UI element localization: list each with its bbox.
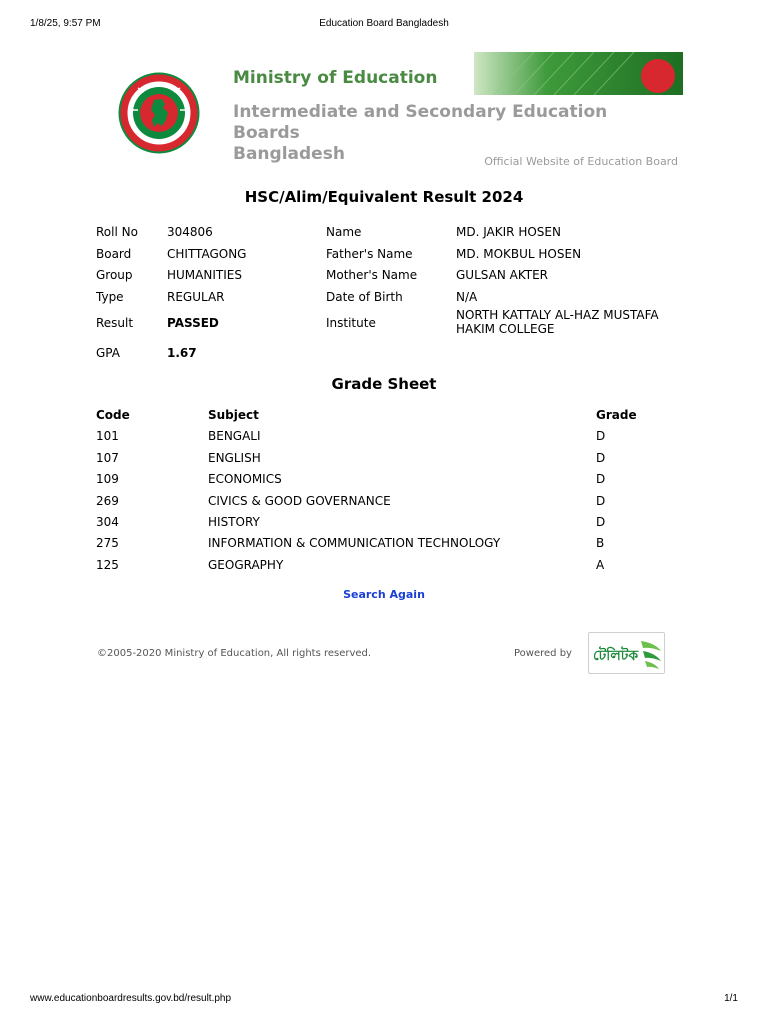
result-title: HSC/Alim/Equivalent Result 2024 <box>244 188 524 206</box>
svg-text:টেলিটক: টেলিটক <box>593 648 639 664</box>
grade-header: Grade <box>596 408 637 422</box>
gpa-value: 1.67 <box>167 346 197 360</box>
government-seal-logo <box>118 70 200 156</box>
board-value: CHITTAGONG <box>167 246 247 261</box>
print-page-title: Education Board Bangladesh <box>319 18 449 29</box>
subject-code: 275 <box>96 536 119 551</box>
grade-table-header <box>96 406 676 427</box>
type-label: Type <box>96 289 124 304</box>
subject-code: 304 <box>96 514 119 529</box>
info-row <box>96 286 676 308</box>
board-title-line1: Intermediate and Secondary Education Boards <box>233 102 608 143</box>
table-row <box>96 513 676 534</box>
info-row <box>96 342 676 364</box>
subject-grade: B <box>596 536 605 551</box>
table-row <box>96 427 676 448</box>
subject-grade: D <box>596 514 606 529</box>
table-row <box>96 556 676 577</box>
mother-value: GULSAN AKTER <box>456 268 549 282</box>
table-row <box>96 470 676 491</box>
subject-code: 107 <box>96 450 119 465</box>
roll-label: Roll No <box>96 225 138 239</box>
print-url: www.educationboardresults.gov.bd/result.php <box>30 993 232 1004</box>
subject-name: ECONOMICS <box>208 472 282 487</box>
group-value: HUMANITIES <box>167 268 242 282</box>
type-value: REGULAR <box>167 289 225 304</box>
roll-value: 304806 <box>167 225 213 239</box>
header-banner-image <box>474 52 683 95</box>
subject-name: GEOGRAPHY <box>208 557 284 572</box>
group-label: Group <box>96 268 133 282</box>
search-again-link[interactable]: Search Again <box>343 588 425 601</box>
info-row <box>96 221 676 243</box>
code-header: Code <box>96 408 130 422</box>
subject-code: 269 <box>96 493 119 508</box>
info-row <box>96 264 676 286</box>
student-info-table <box>96 221 676 364</box>
info-row <box>96 243 676 265</box>
grade-sheet-title: Grade Sheet <box>331 375 437 393</box>
teletalk-logo-icon <box>589 633 664 673</box>
subject-name: ENGLISH <box>208 450 261 465</box>
table-row <box>96 492 676 513</box>
institute-label: Institute <box>326 316 376 330</box>
subject-grade: D <box>596 493 606 508</box>
powered-by-label: Powered by <box>514 648 572 659</box>
subject-grade: D <box>596 472 606 487</box>
institute-value: NORTH KATTALY AL-HAZ MUSTAFA HAKIM COLLEGE <box>456 308 659 336</box>
dob-value: N/A <box>456 289 478 304</box>
father-label: Father's Name <box>326 246 413 261</box>
table-row <box>96 534 676 555</box>
subject-grade: D <box>596 450 606 465</box>
print-header <box>30 18 738 32</box>
official-website-caption: Official Website of Education Board <box>484 155 678 168</box>
result-value: PASSED <box>167 316 219 330</box>
name-label: Name <box>326 225 362 239</box>
subject-name: BENGALI <box>208 429 261 444</box>
name-value: MD. JAKIR HOSEN <box>456 225 561 239</box>
grade-table <box>96 406 676 577</box>
print-datetime: 1/8/25, 9:57 PM <box>30 18 101 29</box>
teletalk-logo[interactable] <box>588 632 665 674</box>
subject-grade: A <box>596 557 605 572</box>
subject-code: 125 <box>96 557 119 572</box>
info-row <box>96 307 676 342</box>
gpa-label: GPA <box>96 346 120 360</box>
subject-code: 109 <box>96 472 119 487</box>
result-label: Result <box>96 316 134 330</box>
father-value: MD. MOKBUL HOSEN <box>456 246 582 261</box>
subject-code: 101 <box>96 429 119 444</box>
board-title-line2: Bangladesh <box>233 144 345 164</box>
table-row <box>96 449 676 470</box>
print-page-count: 1/1 <box>724 993 738 1004</box>
subject-name: CIVICS & GOOD GOVERNANCE <box>208 493 391 508</box>
subject-name: HISTORY <box>208 514 260 529</box>
dob-label: Date of Birth <box>326 289 403 304</box>
copyright-text: ©2005-2020 Ministry of Education, All rights reserved. <box>97 648 372 659</box>
print-footer <box>30 993 738 1007</box>
board-label: Board <box>96 246 132 261</box>
subject-name: INFORMATION & COMMUNICATION TECHNOLOGY <box>208 536 501 551</box>
ministry-title: Ministry of Education <box>233 68 438 88</box>
mother-label: Mother's Name <box>326 268 418 282</box>
subject-grade: D <box>596 429 606 444</box>
subject-header: Subject <box>208 408 259 422</box>
